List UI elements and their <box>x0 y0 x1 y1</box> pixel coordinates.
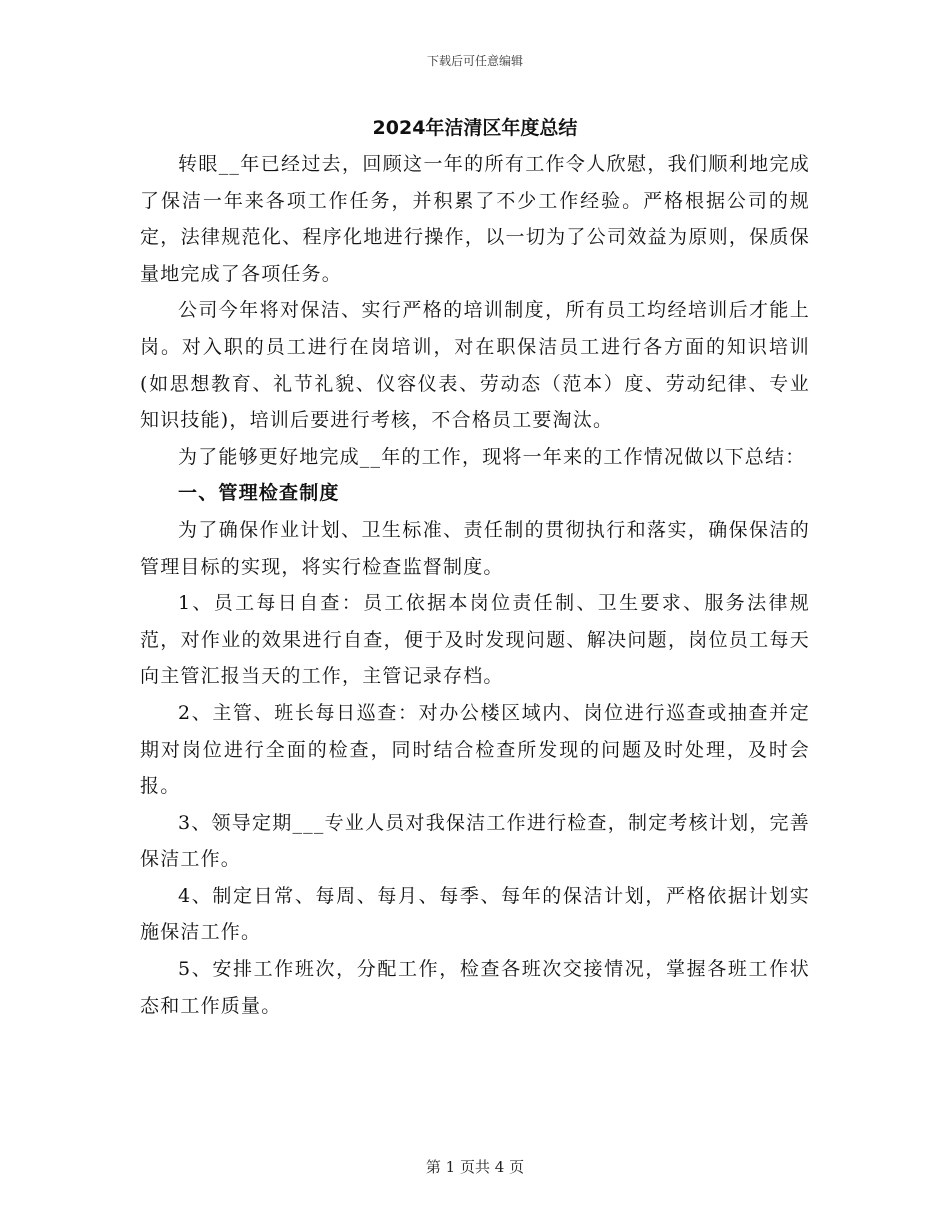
list-item-3: 3、领导定期___专业人员对我保洁工作进行检查，制定考核计划，完善保洁工作。 <box>140 811 810 871</box>
section-heading-management: 一、管理检查制度 <box>178 482 340 505</box>
list-item-2: 2、主管、班长每日巡查：对办公楼区域内、岗位进行巡查或抽查并定期对岗位进行全面的检查，同时结合检查所发现的问题及时处理，及时会报。 <box>140 701 810 798</box>
list-item-5: 5、安排工作班次，分配工作，检查各班次交接情况，掌握各班工作状态和工作质量。 <box>140 958 810 1017</box>
page-number: 第 1 页共 4 页 <box>425 1158 525 1176</box>
document-body <box>140 146 810 1024</box>
paragraph-summary-lead: 为了能够更好地完成__年的工作，现将一年来的工作情况做以下总结： <box>178 445 806 468</box>
document-title: 2024年洁清区年度总结 <box>372 117 578 139</box>
paragraph-intro: 转眼__年已经过去，回顾这一年的所有工作令人欣慰，我们顺利地完成了保洁一年来各项工作任务，并积累了不少工作经验。严格根据公司的规定，法律规范化、程序化地进行操作，以一切为了公司效益为原则，保质保量地完成了各项任务。 <box>140 153 810 285</box>
section-intro: 为了确保作业计划、卫生标准、责任制的贯彻执行和落实，确保保洁的管理目标的实现，将实行检查监督制度。 <box>140 518 810 578</box>
page-header-note: 下载后可任意编辑 <box>426 54 523 68</box>
list-item-1: 1、员工每日自查：员工依据本岗位责任制、卫生要求、服务法律规范，对作业的效果进行自查，便于及时发现问题、解决问题，岗位员工每天向主管汇报当天的工作，主管记录存档。 <box>140 592 810 688</box>
paragraph-training: 公司今年将对保洁、实行严格的培训制度，所有员工均经培训后才能上岗。对入职的员工进行在岗培训，对在职保洁员工进行各方面的知识培训(如思想教育、礼节礼貌、仪容仪表、劳动态（范本）度、劳动纪律、专业知识技能)，培训后要进行考核，不合格员工要淘汰。 <box>140 299 810 432</box>
list-item-4: 4、制定日常、每周、每月、每季、每年的保洁计划，严格依据计划实施保洁工作。 <box>140 884 810 944</box>
